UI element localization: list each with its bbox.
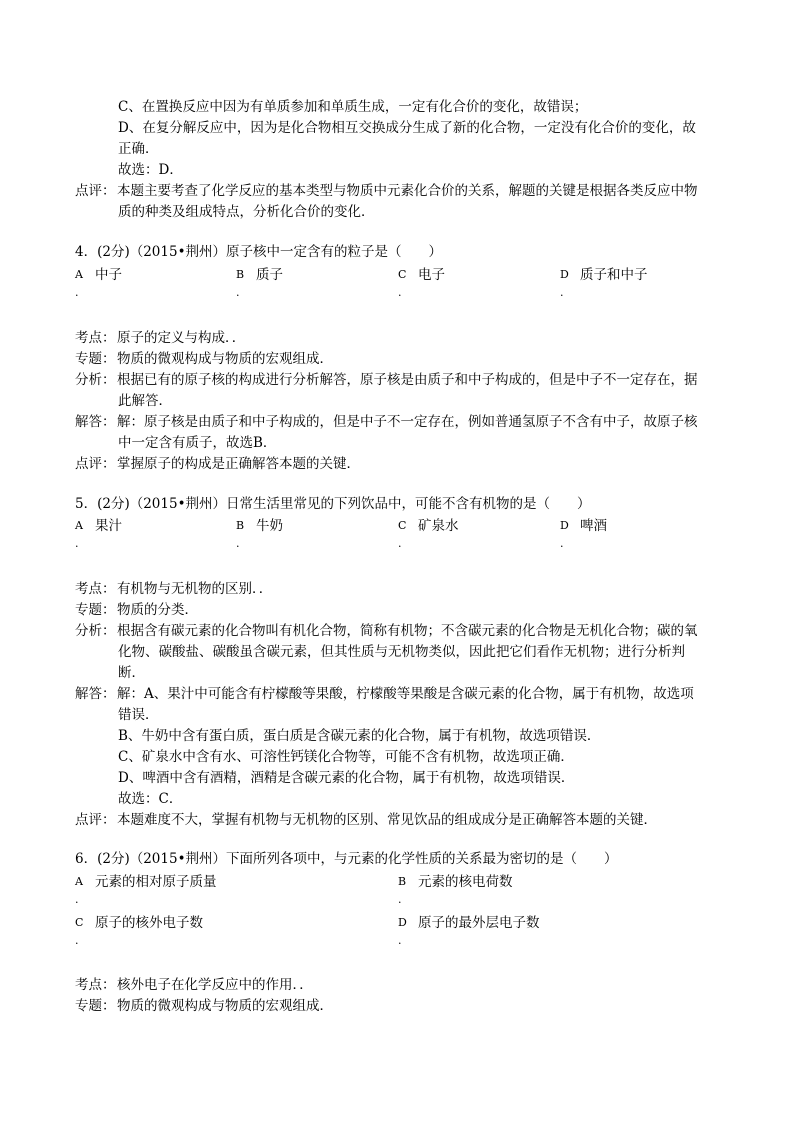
option-letter: D <box>560 268 569 281</box>
q4-dianping <box>75 454 725 475</box>
option-dot: . <box>75 286 79 299</box>
q4-jieda <box>75 412 725 433</box>
dianping-label: 点评： <box>75 812 116 828</box>
q4-stem: 4．(2分)（2015•荆州）原子核中一定含有的粒子是（ ） <box>75 244 443 260</box>
option-letter: C <box>398 519 407 532</box>
jieda-text-1: 解：A、果汁中可能含有柠檬酸等果酸，柠檬酸等果酸是含碳元素的化合物，属于有机物，故选项 <box>117 686 694 702</box>
zhuanti-text: 物质的微观构成与物质的宏观组成． <box>117 351 333 367</box>
option-dot: . <box>560 286 564 299</box>
dianping-text: 掌握原子的构成是正确解答本题的关键． <box>117 456 360 472</box>
q3-line-d2: 正确． <box>118 141 159 157</box>
kaodian-text: 原子的定义与构成．． <box>117 330 246 346</box>
q5-dianping <box>75 810 725 831</box>
option-dot: . <box>75 934 79 947</box>
q4-jieda-2: 中一定含有质子，故选B． <box>118 435 277 451</box>
q5-jieda-5: D、啤酒中含有酒精，酒精是含碳元素的化合物，属于有机物，故选项错误． <box>118 770 575 786</box>
q3-review <box>75 181 725 202</box>
zhuanti-label: 专题： <box>75 351 116 367</box>
fenxi-text-1: 根据含有碳元素的化合物叫有机化合物，简称有机物；不含碳元素的化合物是无机化合物；碳的氧 <box>117 623 698 639</box>
option-letter: A <box>75 268 83 281</box>
q4-fenxi-2: 此解答． <box>118 393 172 409</box>
option-letter: A <box>75 519 83 532</box>
option-letter: C <box>398 268 407 281</box>
option-text: 电子 <box>418 267 445 283</box>
q4-kaodian <box>75 328 725 349</box>
fenxi-text-1: 根据已有的原子核的构成进行分析解答，原子核是由质子和中子构成的，但是中子不一定存在，据 <box>117 372 698 388</box>
kaodian-label: 考点： <box>75 330 116 346</box>
kaodian-text: 有机物与无机物的区别．． <box>117 581 273 597</box>
q6-kaodian <box>75 975 725 996</box>
option-dot: . <box>75 893 79 906</box>
q5-fenxi-2: 化物、碳酸盐、碳酸虽含碳元素，但其性质与无机物类似，因此把它们看作无机物；进行分析判 <box>118 644 685 660</box>
option-letter: D <box>398 916 407 929</box>
dianping-label: 点评： <box>75 456 116 472</box>
jieda-label: 解答： <box>75 414 116 430</box>
option-letter: B <box>236 519 245 532</box>
option-text: 原子的核外电子数 <box>95 915 203 931</box>
jieda-text-1: 解：原子核是由质子和中子构成的，但是中子不一定存在，例如普通氢原子不含有中子，故原子核 <box>117 414 698 430</box>
zhuanti-label: 专题： <box>75 602 116 618</box>
option-text: 质子和中子 <box>580 267 648 283</box>
q5-jieda-4: C、矿泉水中含有水、可溶性钙镁化合物等，可能不含有机物，故选项正确． <box>118 749 574 765</box>
option-dot: . <box>236 537 240 550</box>
option-text: 元素的核电荷数 <box>418 874 513 890</box>
review-label: 点评： <box>75 183 116 199</box>
q5-jieda-6: 故选：C． <box>118 791 183 807</box>
option-letter: D <box>560 519 569 532</box>
review-text-1: 本题主要考查了化学反应的基本类型与物质中元素化合价的关系，解题的关键是根据各类反应中物 <box>117 183 698 199</box>
option-text: 牛奶 <box>256 518 283 534</box>
option-text: 矿泉水 <box>418 518 459 534</box>
option-text: 原子的最外层电子数 <box>418 915 540 931</box>
option-dot: . <box>560 537 564 550</box>
option-text: 中子 <box>95 267 122 283</box>
option-dot: . <box>398 934 402 947</box>
q3-line-d1: D、在复分解反应中，因为是化合物相互交换成分生成了新的化合物，一定没有化合价的变化，故 <box>118 120 696 136</box>
option-dot: . <box>75 537 79 550</box>
q5-jieda-3: B、牛奶中含有蛋白质，蛋白质是含碳元素的化合物，属于有机物，故选项错误． <box>118 728 601 744</box>
dianping-text: 本题难度不大，掌握有机物与无机物的区别、常见饮品的组成成分是正确解答本题的关键． <box>117 812 657 828</box>
q3-answer: 故选：D． <box>118 162 183 178</box>
option-letter: C <box>75 916 84 929</box>
q6-stem: 6．(2分)（2015•荆州）下面所列各项中，与元素的化学性质的关系最为密切的是（ ） <box>75 851 618 867</box>
option-text: 啤酒 <box>580 518 607 534</box>
q5-zhuanti <box>75 600 725 621</box>
q5-jieda <box>75 684 725 705</box>
zhuanti-text: 物质的分类． <box>117 602 198 618</box>
option-dot: . <box>398 286 402 299</box>
option-dot: . <box>398 537 402 550</box>
jieda-label: 解答： <box>75 686 116 702</box>
q5-kaodian <box>75 579 725 600</box>
kaodian-label: 考点： <box>75 581 116 597</box>
option-letter: B <box>236 268 245 281</box>
q6-zhuanti <box>75 996 725 1017</box>
q5-stem: 5．(2分)（2015•荆州）日常生活里常见的下列饮品中，可能不含有机物的是（ ） <box>75 496 591 512</box>
q5-fenxi <box>75 621 725 642</box>
q4-fenxi <box>75 370 725 391</box>
kaodian-text: 核外电子在化学反应中的作用．． <box>117 977 313 993</box>
option-dot: . <box>236 286 240 299</box>
zhuanti-label: 专题： <box>75 998 116 1014</box>
q3-review-2: 质的种类及组成特点，分析化合价的变化． <box>118 204 375 220</box>
option-text: 质子 <box>256 267 283 283</box>
option-letter: B <box>398 875 407 888</box>
q4-zhuanti <box>75 349 725 370</box>
option-letter: A <box>75 875 83 888</box>
q5-fenxi-3: 断． <box>118 665 145 681</box>
fenxi-label: 分析： <box>75 623 116 639</box>
kaodian-label: 考点： <box>75 977 116 993</box>
zhuanti-text: 物质的微观构成与物质的宏观组成． <box>117 998 333 1014</box>
q5-jieda-2: 错误． <box>118 707 159 723</box>
option-dot: . <box>398 893 402 906</box>
option-text: 果汁 <box>95 518 122 534</box>
option-text: 元素的相对原子质量 <box>95 874 217 890</box>
q3-line-c: C、在置换反应中因为有单质参加和单质生成，一定有化合价的变化，故错误； <box>118 99 588 115</box>
fenxi-label: 分析： <box>75 372 116 388</box>
